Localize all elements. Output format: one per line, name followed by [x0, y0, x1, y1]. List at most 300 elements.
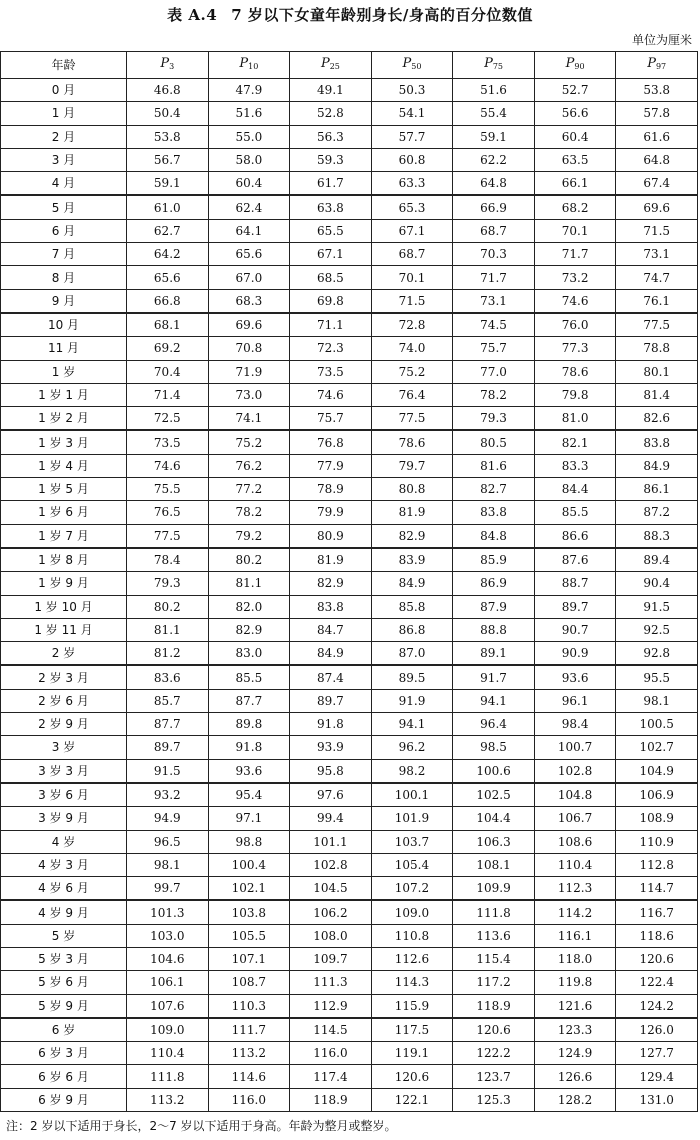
value-cell: 60.8: [371, 148, 453, 171]
age-cell: 2 岁 9 月: [1, 713, 127, 736]
value-cell: 103.0: [127, 924, 209, 947]
value-cell: 68.1: [127, 313, 209, 337]
value-cell: 87.0: [371, 642, 453, 666]
value-cell: 85.9: [453, 548, 535, 572]
value-cell: 83.8: [616, 430, 698, 454]
age-cell: 7 月: [1, 243, 127, 266]
value-cell: 104.6: [127, 947, 209, 970]
value-cell: 66.8: [127, 289, 209, 313]
value-cell: 89.7: [534, 595, 616, 618]
value-cell: 114.7: [616, 877, 698, 901]
value-cell: 102.7: [616, 736, 698, 759]
table-row: [1, 572, 698, 595]
value-cell: 87.4: [290, 665, 372, 689]
age-cell: 1 月: [1, 102, 127, 125]
value-cell: 84.9: [371, 572, 453, 595]
table-row: [1, 125, 698, 148]
value-cell: 50.3: [371, 79, 453, 102]
value-cell: 115.9: [371, 994, 453, 1018]
value-cell: 93.6: [534, 665, 616, 689]
value-cell: 87.7: [127, 713, 209, 736]
value-cell: 111.7: [208, 1018, 290, 1042]
table-header-row: [1, 52, 698, 79]
value-cell: 68.7: [371, 243, 453, 266]
value-cell: 77.3: [534, 337, 616, 360]
age-cell: 5 岁 9 月: [1, 994, 127, 1018]
age-cell: 4 岁 6 月: [1, 877, 127, 901]
value-cell: 127.7: [616, 1042, 698, 1065]
value-cell: 123.7: [453, 1065, 535, 1088]
value-cell: 77.5: [371, 407, 453, 431]
value-cell: 114.5: [290, 1018, 372, 1042]
value-cell: 109.7: [290, 947, 372, 970]
value-cell: 71.1: [290, 313, 372, 337]
value-cell: 75.7: [290, 407, 372, 431]
value-cell: 99.4: [290, 807, 372, 830]
value-cell: 78.4: [127, 548, 209, 572]
value-cell: 88.8: [453, 618, 535, 641]
age-cell: 2 岁: [1, 642, 127, 666]
value-cell: 96.2: [371, 736, 453, 759]
age-cell: 4 月: [1, 172, 127, 196]
value-cell: 74.1: [208, 407, 290, 431]
value-cell: 65.6: [127, 266, 209, 289]
value-cell: 71.4: [127, 383, 209, 406]
age-cell: 1 岁: [1, 360, 127, 383]
value-cell: 84.4: [534, 478, 616, 501]
value-cell: 88.3: [616, 524, 698, 548]
column-header-p50: [371, 52, 453, 79]
value-cell: 116.0: [208, 1088, 290, 1111]
value-cell: 92.5: [616, 618, 698, 641]
table-row: [1, 360, 698, 383]
value-cell: 108.9: [616, 807, 698, 830]
value-cell: 86.6: [534, 524, 616, 548]
value-cell: 116.0: [290, 1042, 372, 1065]
value-cell: 68.7: [453, 219, 535, 242]
value-cell: 60.4: [208, 172, 290, 196]
value-cell: 91.9: [371, 689, 453, 712]
value-cell: 61.7: [290, 172, 372, 196]
percentile-subscript: 10: [248, 62, 259, 71]
percentile-symbol: P: [484, 56, 493, 71]
percentile-subscript: 50: [411, 62, 422, 71]
value-cell: 113.6: [453, 924, 535, 947]
percentile-subscript: 75: [492, 62, 503, 71]
value-cell: 80.9: [290, 524, 372, 548]
value-cell: 118.9: [290, 1088, 372, 1111]
age-cell: 3 岁 6 月: [1, 783, 127, 807]
unit-label: 单位为厘米: [631, 33, 692, 47]
value-cell: 102.8: [534, 759, 616, 783]
table-number: 表 A.4: [167, 6, 218, 24]
value-cell: 119.1: [371, 1042, 453, 1065]
value-cell: 70.8: [208, 337, 290, 360]
table-row: [1, 689, 698, 712]
value-cell: 118.0: [534, 947, 616, 970]
value-cell: 52.8: [290, 102, 372, 125]
value-cell: 56.7: [127, 148, 209, 171]
value-cell: 70.1: [371, 266, 453, 289]
value-cell: 129.4: [616, 1065, 698, 1088]
age-cell: 6 岁 3 月: [1, 1042, 127, 1065]
value-cell: 68.2: [534, 195, 616, 219]
value-cell: 115.4: [453, 947, 535, 970]
value-cell: 75.2: [208, 430, 290, 454]
value-cell: 102.1: [208, 877, 290, 901]
value-cell: 89.7: [127, 736, 209, 759]
percentile-subscript: 90: [574, 62, 585, 71]
table-note: 注：2 岁以下适用于身长，2～7 岁以下适用于身高。年龄为整月或整岁。: [6, 1119, 397, 1133]
table-row: [1, 947, 698, 970]
column-header-p3: [127, 52, 209, 79]
value-cell: 78.6: [534, 360, 616, 383]
age-cell: 0 月: [1, 79, 127, 102]
table-row: [1, 243, 698, 266]
age-cell: 5 岁 6 月: [1, 971, 127, 994]
age-cell: 1 岁 1 月: [1, 383, 127, 406]
table-row: [1, 1065, 698, 1088]
value-cell: 106.2: [290, 900, 372, 924]
value-cell: 98.5: [453, 736, 535, 759]
value-cell: 89.8: [208, 713, 290, 736]
value-cell: 97.6: [290, 783, 372, 807]
value-cell: 73.5: [290, 360, 372, 383]
value-cell: 68.3: [208, 289, 290, 313]
value-cell: 104.4: [453, 807, 535, 830]
value-cell: 58.0: [208, 148, 290, 171]
value-cell: 84.9: [616, 454, 698, 477]
value-cell: 89.1: [453, 642, 535, 666]
value-cell: 73.5: [127, 430, 209, 454]
age-cell: 1 岁 9 月: [1, 572, 127, 595]
value-cell: 64.1: [208, 219, 290, 242]
value-cell: 113.2: [127, 1088, 209, 1111]
value-cell: 84.7: [290, 618, 372, 641]
value-cell: 74.6: [534, 289, 616, 313]
value-cell: 87.9: [453, 595, 535, 618]
value-cell: 82.9: [371, 524, 453, 548]
value-cell: 52.7: [534, 79, 616, 102]
column-header-p90: [534, 52, 616, 79]
value-cell: 69.2: [127, 337, 209, 360]
column-header-p10: [208, 52, 290, 79]
value-cell: 82.9: [208, 618, 290, 641]
value-cell: 91.5: [616, 595, 698, 618]
value-cell: 100.7: [534, 736, 616, 759]
value-cell: 59.1: [453, 125, 535, 148]
value-cell: 79.7: [371, 454, 453, 477]
table-row: [1, 713, 698, 736]
table-row: [1, 900, 698, 924]
value-cell: 61.0: [127, 195, 209, 219]
value-cell: 100.6: [453, 759, 535, 783]
value-cell: 96.1: [534, 689, 616, 712]
value-cell: 46.8: [127, 79, 209, 102]
percentile-symbol: P: [320, 56, 330, 71]
value-cell: 49.1: [290, 79, 372, 102]
value-cell: 67.1: [371, 219, 453, 242]
value-cell: 82.9: [290, 572, 372, 595]
value-cell: 76.8: [290, 430, 372, 454]
value-cell: 101.3: [127, 900, 209, 924]
value-cell: 81.6: [453, 454, 535, 477]
table-row: [1, 1018, 698, 1042]
age-cell: 5 岁: [1, 924, 127, 947]
table-row: [1, 524, 698, 548]
value-cell: 72.5: [127, 407, 209, 431]
value-cell: 91.8: [290, 713, 372, 736]
percentile-table: [0, 51, 698, 1112]
value-cell: 83.6: [127, 665, 209, 689]
age-cell: 1 岁 4 月: [1, 454, 127, 477]
age-cell: 1 岁 8 月: [1, 548, 127, 572]
value-cell: 69.6: [616, 195, 698, 219]
value-cell: 123.3: [534, 1018, 616, 1042]
value-cell: 117.5: [371, 1018, 453, 1042]
value-cell: 104.5: [290, 877, 372, 901]
value-cell: 51.6: [453, 79, 535, 102]
age-cell: 3 岁 3 月: [1, 759, 127, 783]
value-cell: 116.1: [534, 924, 616, 947]
value-cell: 95.8: [290, 759, 372, 783]
value-cell: 96.4: [453, 713, 535, 736]
value-cell: 53.8: [127, 125, 209, 148]
age-cell: 6 月: [1, 219, 127, 242]
value-cell: 55.0: [208, 125, 290, 148]
value-cell: 87.7: [208, 689, 290, 712]
value-cell: 85.5: [208, 665, 290, 689]
value-cell: 78.2: [208, 501, 290, 524]
age-cell: 1 岁 6 月: [1, 501, 127, 524]
value-cell: 124.9: [534, 1042, 616, 1065]
table-row: [1, 79, 698, 102]
value-cell: 76.2: [208, 454, 290, 477]
value-cell: 73.0: [208, 383, 290, 406]
table-row: [1, 853, 698, 876]
value-cell: 105.5: [208, 924, 290, 947]
value-cell: 81.1: [127, 618, 209, 641]
value-cell: 70.4: [127, 360, 209, 383]
value-cell: 86.8: [371, 618, 453, 641]
value-cell: 81.9: [371, 501, 453, 524]
table-row: [1, 172, 698, 196]
value-cell: 67.0: [208, 266, 290, 289]
value-cell: 128.2: [534, 1088, 616, 1111]
value-cell: 92.8: [616, 642, 698, 666]
age-cell: 1 岁 5 月: [1, 478, 127, 501]
value-cell: 104.9: [616, 759, 698, 783]
percentile-subscript: 25: [329, 62, 340, 71]
value-cell: 57.8: [616, 102, 698, 125]
table-row: [1, 313, 698, 337]
value-cell: 91.8: [208, 736, 290, 759]
value-cell: 77.9: [290, 454, 372, 477]
value-cell: 99.7: [127, 877, 209, 901]
value-cell: 106.9: [616, 783, 698, 807]
value-cell: 71.5: [371, 289, 453, 313]
age-cell: 6 岁: [1, 1018, 127, 1042]
value-cell: 80.8: [371, 478, 453, 501]
value-cell: 98.8: [208, 830, 290, 853]
value-cell: 65.6: [208, 243, 290, 266]
value-cell: 87.2: [616, 501, 698, 524]
value-cell: 117.4: [290, 1065, 372, 1088]
value-cell: 112.6: [371, 947, 453, 970]
table-row: [1, 971, 698, 994]
value-cell: 71.5: [616, 219, 698, 242]
percentile-symbol: P: [239, 56, 249, 71]
value-cell: 76.0: [534, 313, 616, 337]
percentile-symbol: P: [565, 56, 575, 71]
value-cell: 110.8: [371, 924, 453, 947]
value-cell: 114.6: [208, 1065, 290, 1088]
value-cell: 97.1: [208, 807, 290, 830]
value-cell: 124.2: [616, 994, 698, 1018]
value-cell: 90.7: [534, 618, 616, 641]
value-cell: 81.4: [616, 383, 698, 406]
value-cell: 80.2: [208, 548, 290, 572]
value-cell: 74.7: [616, 266, 698, 289]
value-cell: 112.9: [290, 994, 372, 1018]
value-cell: 79.9: [290, 501, 372, 524]
table-row: [1, 759, 698, 783]
table-row: [1, 665, 698, 689]
value-cell: 103.7: [371, 830, 453, 853]
age-cell: 11 月: [1, 337, 127, 360]
value-cell: 83.8: [290, 595, 372, 618]
value-cell: 62.7: [127, 219, 209, 242]
table-row: [1, 877, 698, 901]
value-cell: 118.9: [453, 994, 535, 1018]
value-cell: 109.0: [371, 900, 453, 924]
value-cell: 74.6: [127, 454, 209, 477]
value-cell: 98.4: [534, 713, 616, 736]
value-cell: 77.5: [616, 313, 698, 337]
value-cell: 93.6: [208, 759, 290, 783]
table-row: [1, 195, 698, 219]
value-cell: 82.1: [534, 430, 616, 454]
table-row: [1, 219, 698, 242]
percentile-subscript: 3: [169, 62, 175, 71]
value-cell: 100.1: [371, 783, 453, 807]
value-cell: 55.4: [453, 102, 535, 125]
value-cell: 75.2: [371, 360, 453, 383]
value-cell: 77.0: [453, 360, 535, 383]
value-cell: 53.8: [616, 79, 698, 102]
value-cell: 61.6: [616, 125, 698, 148]
value-cell: 64.2: [127, 243, 209, 266]
age-cell: 5 月: [1, 195, 127, 219]
table-row: [1, 337, 698, 360]
column-header-age: 年龄: [1, 52, 127, 79]
value-cell: 98.1: [616, 689, 698, 712]
value-cell: 65.5: [290, 219, 372, 242]
value-cell: 120.6: [371, 1065, 453, 1088]
value-cell: 47.9: [208, 79, 290, 102]
percentile-symbol: P: [647, 56, 656, 71]
age-cell: 8 月: [1, 266, 127, 289]
value-cell: 94.1: [371, 713, 453, 736]
value-cell: 126.0: [616, 1018, 698, 1042]
table-row: [1, 430, 698, 454]
age-cell: 6 岁 9 月: [1, 1088, 127, 1111]
table-row: [1, 830, 698, 853]
value-cell: 112.8: [616, 853, 698, 876]
column-header-p25: [290, 52, 372, 79]
table-row: [1, 618, 698, 641]
table-row: [1, 548, 698, 572]
value-cell: 72.3: [290, 337, 372, 360]
value-cell: 110.4: [534, 853, 616, 876]
value-cell: 76.4: [371, 383, 453, 406]
value-cell: 80.2: [127, 595, 209, 618]
value-cell: 78.6: [371, 430, 453, 454]
value-cell: 86.9: [453, 572, 535, 595]
table-row: [1, 783, 698, 807]
age-cell: 2 岁 6 月: [1, 689, 127, 712]
value-cell: 106.1: [127, 971, 209, 994]
percentile-subscript: 97: [655, 62, 667, 71]
table-row: [1, 595, 698, 618]
value-cell: 77.2: [208, 478, 290, 501]
table-row: [1, 266, 698, 289]
table-row: [1, 478, 698, 501]
value-cell: 67.1: [290, 243, 372, 266]
value-cell: 71.7: [453, 266, 535, 289]
table-row: [1, 1042, 698, 1065]
value-cell: 69.8: [290, 289, 372, 313]
value-cell: 110.4: [127, 1042, 209, 1065]
value-cell: 77.5: [127, 524, 209, 548]
value-cell: 131.0: [616, 1088, 698, 1111]
value-cell: 71.9: [208, 360, 290, 383]
value-cell: 102.8: [290, 853, 372, 876]
table-row: [1, 924, 698, 947]
value-cell: 102.5: [453, 783, 535, 807]
value-cell: 84.9: [290, 642, 372, 666]
age-cell: 1 岁 10 月: [1, 595, 127, 618]
value-cell: 120.6: [616, 947, 698, 970]
age-cell: 10 月: [1, 313, 127, 337]
value-cell: 64.8: [616, 148, 698, 171]
table-row: [1, 454, 698, 477]
value-cell: 83.9: [371, 548, 453, 572]
table-row: [1, 736, 698, 759]
value-cell: 71.7: [534, 243, 616, 266]
value-cell: 57.7: [371, 125, 453, 148]
value-cell: 59.1: [127, 172, 209, 196]
value-cell: 121.6: [534, 994, 616, 1018]
value-cell: 51.6: [208, 102, 290, 125]
value-cell: 90.9: [534, 642, 616, 666]
value-cell: 122.4: [616, 971, 698, 994]
table-row: [1, 383, 698, 406]
value-cell: 70.3: [453, 243, 535, 266]
value-cell: 67.4: [616, 172, 698, 196]
value-cell: 91.5: [127, 759, 209, 783]
value-cell: 62.4: [208, 195, 290, 219]
value-cell: 98.1: [127, 853, 209, 876]
value-cell: 109.0: [127, 1018, 209, 1042]
value-cell: 78.9: [290, 478, 372, 501]
value-cell: 73.1: [616, 243, 698, 266]
age-cell: 6 岁 6 月: [1, 1065, 127, 1088]
age-cell: 4 岁 9 月: [1, 900, 127, 924]
value-cell: 94.9: [127, 807, 209, 830]
value-cell: 101.9: [371, 807, 453, 830]
value-cell: 111.8: [453, 900, 535, 924]
